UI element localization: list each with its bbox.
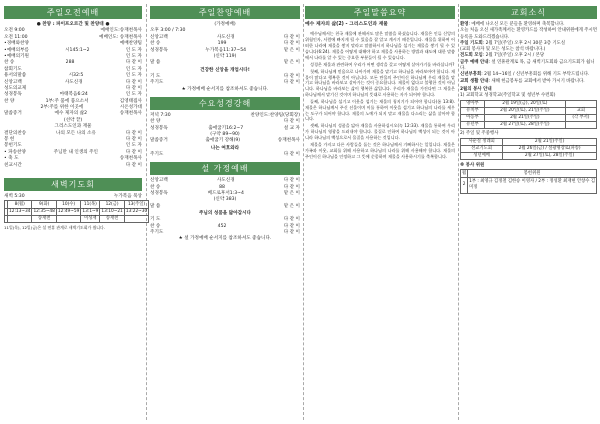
notice-item: 금주 예배 안내: 설 연휴관계로 목, 금 새벽기도회와 금요기도회가 쉽니다. [460, 59, 595, 72]
order-line: 말씀증거 출애굽기 강해(9) 송재천목사 [150, 138, 300, 144]
praise-time: 오후 3:00 / 7:30 [150, 28, 186, 34]
choir-line: 찬 양 1부:주 품에 품으소서 김영태집사 [4, 98, 142, 104]
dawn-cell: 13:22~30 [125, 208, 148, 214]
notice-item: 교회 생활 안내: 새해 헌금봉투를 교회에서 받아 가시기 바랍니다. [460, 78, 585, 84]
order-line: •경배와찬양 예배찬양팀 [4, 41, 142, 47]
dawn-cell: 10(수) [56, 201, 80, 208]
divider [303, 4, 304, 420]
order-line: 신앙고백 사도신경 다 같 이 [150, 34, 300, 40]
order-line: 주기도 다 같 이 [150, 229, 300, 235]
dawn-cell: 12:49~59 [57, 208, 80, 214]
order-line: 결단의찬송 나의 모든 나의 소유 다 같 이 [4, 130, 142, 136]
order-line: (신약 119) [213, 53, 237, 59]
section-header-news: 교회소식 [460, 6, 597, 19]
duty-table: 월 봉헌위원 2 1부 : 최영규 김정철 김한승 이영자 / 2부 : 정성환 최재현 안창수 김미정 [460, 169, 597, 193]
divider [458, 4, 459, 420]
sermon-theme: 건강한 신앙을 개업시다! [200, 67, 250, 73]
order-line: 말 씀 맡 은 이 [150, 60, 300, 66]
section-header-summary: 주일말씀요약 [305, 6, 455, 19]
dawn-cell [124, 215, 148, 222]
dawn-cell: 송재천 [32, 215, 56, 222]
order-line: 그리스도인과 재물 [54, 124, 92, 130]
order-line: (신약 383) [213, 197, 237, 203]
service-table: 영아부 2월 19일(금), 20일(토) 유치부 2월 20일(토), 21일(주일) 교회 아동부 2월 21일(주일) (각 부서) 유년부 2월 27일(토), 28일(주일) [460, 100, 597, 130]
order-line: 기 도 다 같 이 [150, 217, 300, 223]
dawn-cell: 12(금) [100, 201, 124, 208]
sermon-line: 말씀증거 예수 제자의 삶2 송재천목사 [4, 111, 142, 117]
order-line: 주기도 다 같 이 [150, 80, 300, 86]
order-line: (구약 89~90) [210, 132, 240, 138]
event-table: 사순절 정례회 2월 21일(주일) 선교기도회 2월 26일(금) / 설광명장로(파송) 성년예배 2월 27일(토), 28일(주일) [460, 138, 597, 161]
praise-sub: (가정예배) [214, 22, 236, 27]
order-line: 용서의말씀 시32:5 인 도 자 [4, 73, 142, 79]
service-title: 2월의 봉사 안내 [460, 86, 492, 92]
dawn-cell [56, 215, 80, 222]
order-line: 봉헌기도 인 도 자 [4, 143, 142, 149]
praise-note: ● 찬양 : 파이프오르간 및 찬양대 ● [36, 22, 110, 27]
dawn-table [4, 200, 149, 223]
order-line: 찬 송 452 다 같 이 [150, 223, 300, 229]
section-header-morning: 주일오전예배 [4, 6, 142, 19]
choir-line: 2부:주를 위한 이곳에 시온성가대 [40, 105, 142, 111]
praise-note: ★ 가정예배 순서지를 참조하셔도 좋습니다. [181, 86, 269, 92]
dawn-cell: 9(화) [32, 201, 56, 208]
dawn-cell: 13:1~9 [82, 208, 99, 214]
order-line: 봉 헌 다 같 이 [4, 137, 142, 143]
section-header-newyear: 설 가정예배 [150, 162, 300, 175]
summary-paragraph: 성경은 재물과 관련하여 우리가 어떤 생각을 갖고 어떻게 살아가기를 바라십니까? [310, 61, 455, 67]
summary-paragraph: 둘째, 하나님을 섬기고 이웃을 섬기는 재물의 청지기가 되어야 합니다(롬 13:8). 재물은 하나님께서 주신 선물이며 이를 통하여 이웃을 섬기고 하나님의 나라를 세우는 도구가 되어야 합니다. 재물의 노예가 되지 말고 재물을 다스리는 삶을 살아야 합니다. [305, 98, 455, 122]
service-time: 오전 9:00 예배인도:송재천목사 [4, 28, 142, 34]
service-time: 오전 11:00 예배인도: 송재천목사 [4, 34, 142, 40]
sermon-note: (선약 끝) [63, 117, 83, 123]
section-header-praise: 주일찬양예배 [150, 6, 300, 19]
summary-paragraph: 첫째, 하나님께 믿음으로 나아가며 재물을 맡기고 하나님을 바라보아야 합니다. 재물이 많다고 행복한 것이 아닙니다. 모든 만물의 주인이신 하나님께 우리 재물을 맡기고 하나님을 바라보고 살아가는 것이 중요합니다. 재물이 없다고 불행한 것이 아닙니다. 하나님을 바라보는 삶이 행복한 삶입니다. 우리가 재물을 가진다면 그 재물은 하나님께서 맡기신 것이며 하나님의 뜻대로 사용하는 자가 되어야 합니다. [305, 68, 455, 97]
dawn-cell: 8(월) [8, 201, 32, 208]
order-line: 성경봉독 마태복음6:24 인 도 자 [4, 92, 142, 98]
newyear-note: ★ 설 가정예배 순서지를 참조하셔도 좋습니다. [178, 236, 272, 242]
dawn-cell: 12:35~48 [33, 208, 55, 214]
order-line: 주기도 다 같 이 [150, 151, 300, 157]
summary-title: 예수 제자의 삶(2) - 그리스도인과 재물 [305, 22, 388, 27]
summary-paragraph: 예수님께서는 천국 재물에 관해서도 많은 말씀을 하셨습니다. 재물은 인류 신앙의 위험인자, 사람에 빠지게 될 수 있음을 잘 알고 계시기 때문입니다. 재물을 위하여 어떠한 나라에 재물을 쌓지 말라고 말씀하시지 하나님을 섬기는 재물을 쌓기 될 수 있습니다(6:24). 재물을 어떻게 대해야 하고 재물을 사용하는 방법과 태도에 대한 말씀에서 나라를 알 수 있는 중요한 부분들이 될 수 있습니다. [305, 31, 455, 60]
notice-item: 오늘 처음 오신 새가족께서는 환영카드를 작성하여 안내위원에게 주시면 등록을 도와드리겠습니다. [460, 28, 598, 40]
morning-worship-column [4, 6, 148, 230]
notice-item: 주일 기도회: 2월 7일(주일) 오후 2시 30분 3층 기도실 [460, 40, 566, 46]
praise-worship-column [150, 6, 300, 243]
order-line: 말 씀 맡 은 이 [150, 203, 300, 209]
wed-theme: 나는 여호와라 [210, 145, 240, 151]
dawn-info: 새벽 5:30 누가복음 묵상 [4, 193, 142, 199]
service-sub: 1) 교회학교 성경학교(주일학교 및 청년부 수련회) [460, 93, 556, 99]
order-line: 성경봉독 출애굽기16:2~7 설 교 자 [150, 125, 300, 131]
order-line: 성경봉독 베드로후서1:3~4 맡 은 이 [150, 191, 300, 197]
service-sub2: 2) 주일 및 주중행사 [460, 131, 499, 137]
order-line: 참회기도 인 도 자 [4, 66, 142, 72]
dawn-cell: 11(목) [81, 201, 100, 208]
section-header-dawn: 새벽기도회 [4, 178, 142, 191]
order-line: 찬 송 88 다 같 이 [150, 184, 300, 190]
dawn-cell: 송재천 [100, 215, 124, 222]
order-line: 찬 송 199 다 같 이 [150, 41, 300, 47]
order-line: • 파송찬양 주님만 내 인생의 주인 다 같 이 [4, 149, 142, 155]
order-line: •예배의부름 시145:1~2 인 도 자 [4, 47, 142, 53]
sermon-summary-column [305, 6, 455, 420]
dawn-cell: 13(주일) [124, 201, 148, 208]
order-line: 성도의교제 다 같 이 [4, 85, 142, 91]
notice-item: 전도회 모임: 2월 7일(주일) 오후 2시 / 본당 [460, 53, 545, 59]
order-line: 찬 양 다 같 이 [150, 119, 300, 125]
order-line: 성경봉독 누가복음11:37~54 맡 은 이 [150, 47, 300, 53]
newyear-theme: 주님의 성품을 닮아갑시다 [198, 211, 251, 217]
notice-item: 신년부흥회: 2월 14~16일 / 신년부흥회를 위해 기도 부탁드립니다. [460, 72, 590, 78]
notice-item: (교회 봉사자 및 모든 성도는 참석 바랍니다.) [460, 47, 546, 53]
order-line: 기 도 다 같 이 [150, 73, 300, 79]
wed-time: 저녁 7:30 찬양인도:찬양팀(당회장) [150, 112, 300, 118]
dawn-cell: 이성재 [81, 215, 100, 222]
summary-paragraph: 재물을 가지고 다른 사람들을 돕는 것은 하나님께서 기뻐하시는 일입니다. 재물은 가족과 이웃, 교회를 위해 사용하고 하나님의 나라를 위해 사용해야 합니다. 재물의 주인이신 하나님을 인정하고 그 뜻에 순종하며 재물을 사용하시기를 축복합니다. [305, 142, 455, 159]
dawn-note: 11일(목), 12일(금)은 설 연휴 관계로 새벽기도회가 쉽니다. [4, 224, 106, 230]
dawn-cell: 13:10~21 [101, 208, 123, 214]
dawn-cell: 12:13~34 [9, 208, 31, 214]
dawn-cell [8, 215, 32, 222]
order-line: • 축 도 송재천목사 [4, 156, 142, 162]
order-line: •예배의기원 인 도 자 [4, 53, 142, 59]
order-line: 친교시간 다 같 이 [4, 162, 142, 168]
order-line: 찬 송 288 다 같 이 [4, 60, 142, 66]
order-line: 신앙고백 사도신경 다 같 이 [4, 79, 142, 85]
notice-item: 환영: 예배에 나오신 모든 분들을 환영하며 축복합니다. [460, 22, 565, 27]
order-line: 신앙고백 사도신경 다 같 이 [150, 178, 300, 184]
section-header-wednesday: 수요성경강해 [150, 97, 300, 110]
summary-paragraph: 셋째, 하나님의 성품을 닮아 재물을 사용하십시오(눅 12:33). 재물을 통하여 우리가 하나님의 영광을 드러내야 합니다. 물질로 인하여 하나님의 백성이 되는 것이 아니라 하나님의 백성으로서 물질을 사용하는 것입니다. [305, 123, 455, 141]
church-news-column [460, 6, 597, 194]
duty-title: ※ 봉사 위원 [460, 163, 485, 169]
